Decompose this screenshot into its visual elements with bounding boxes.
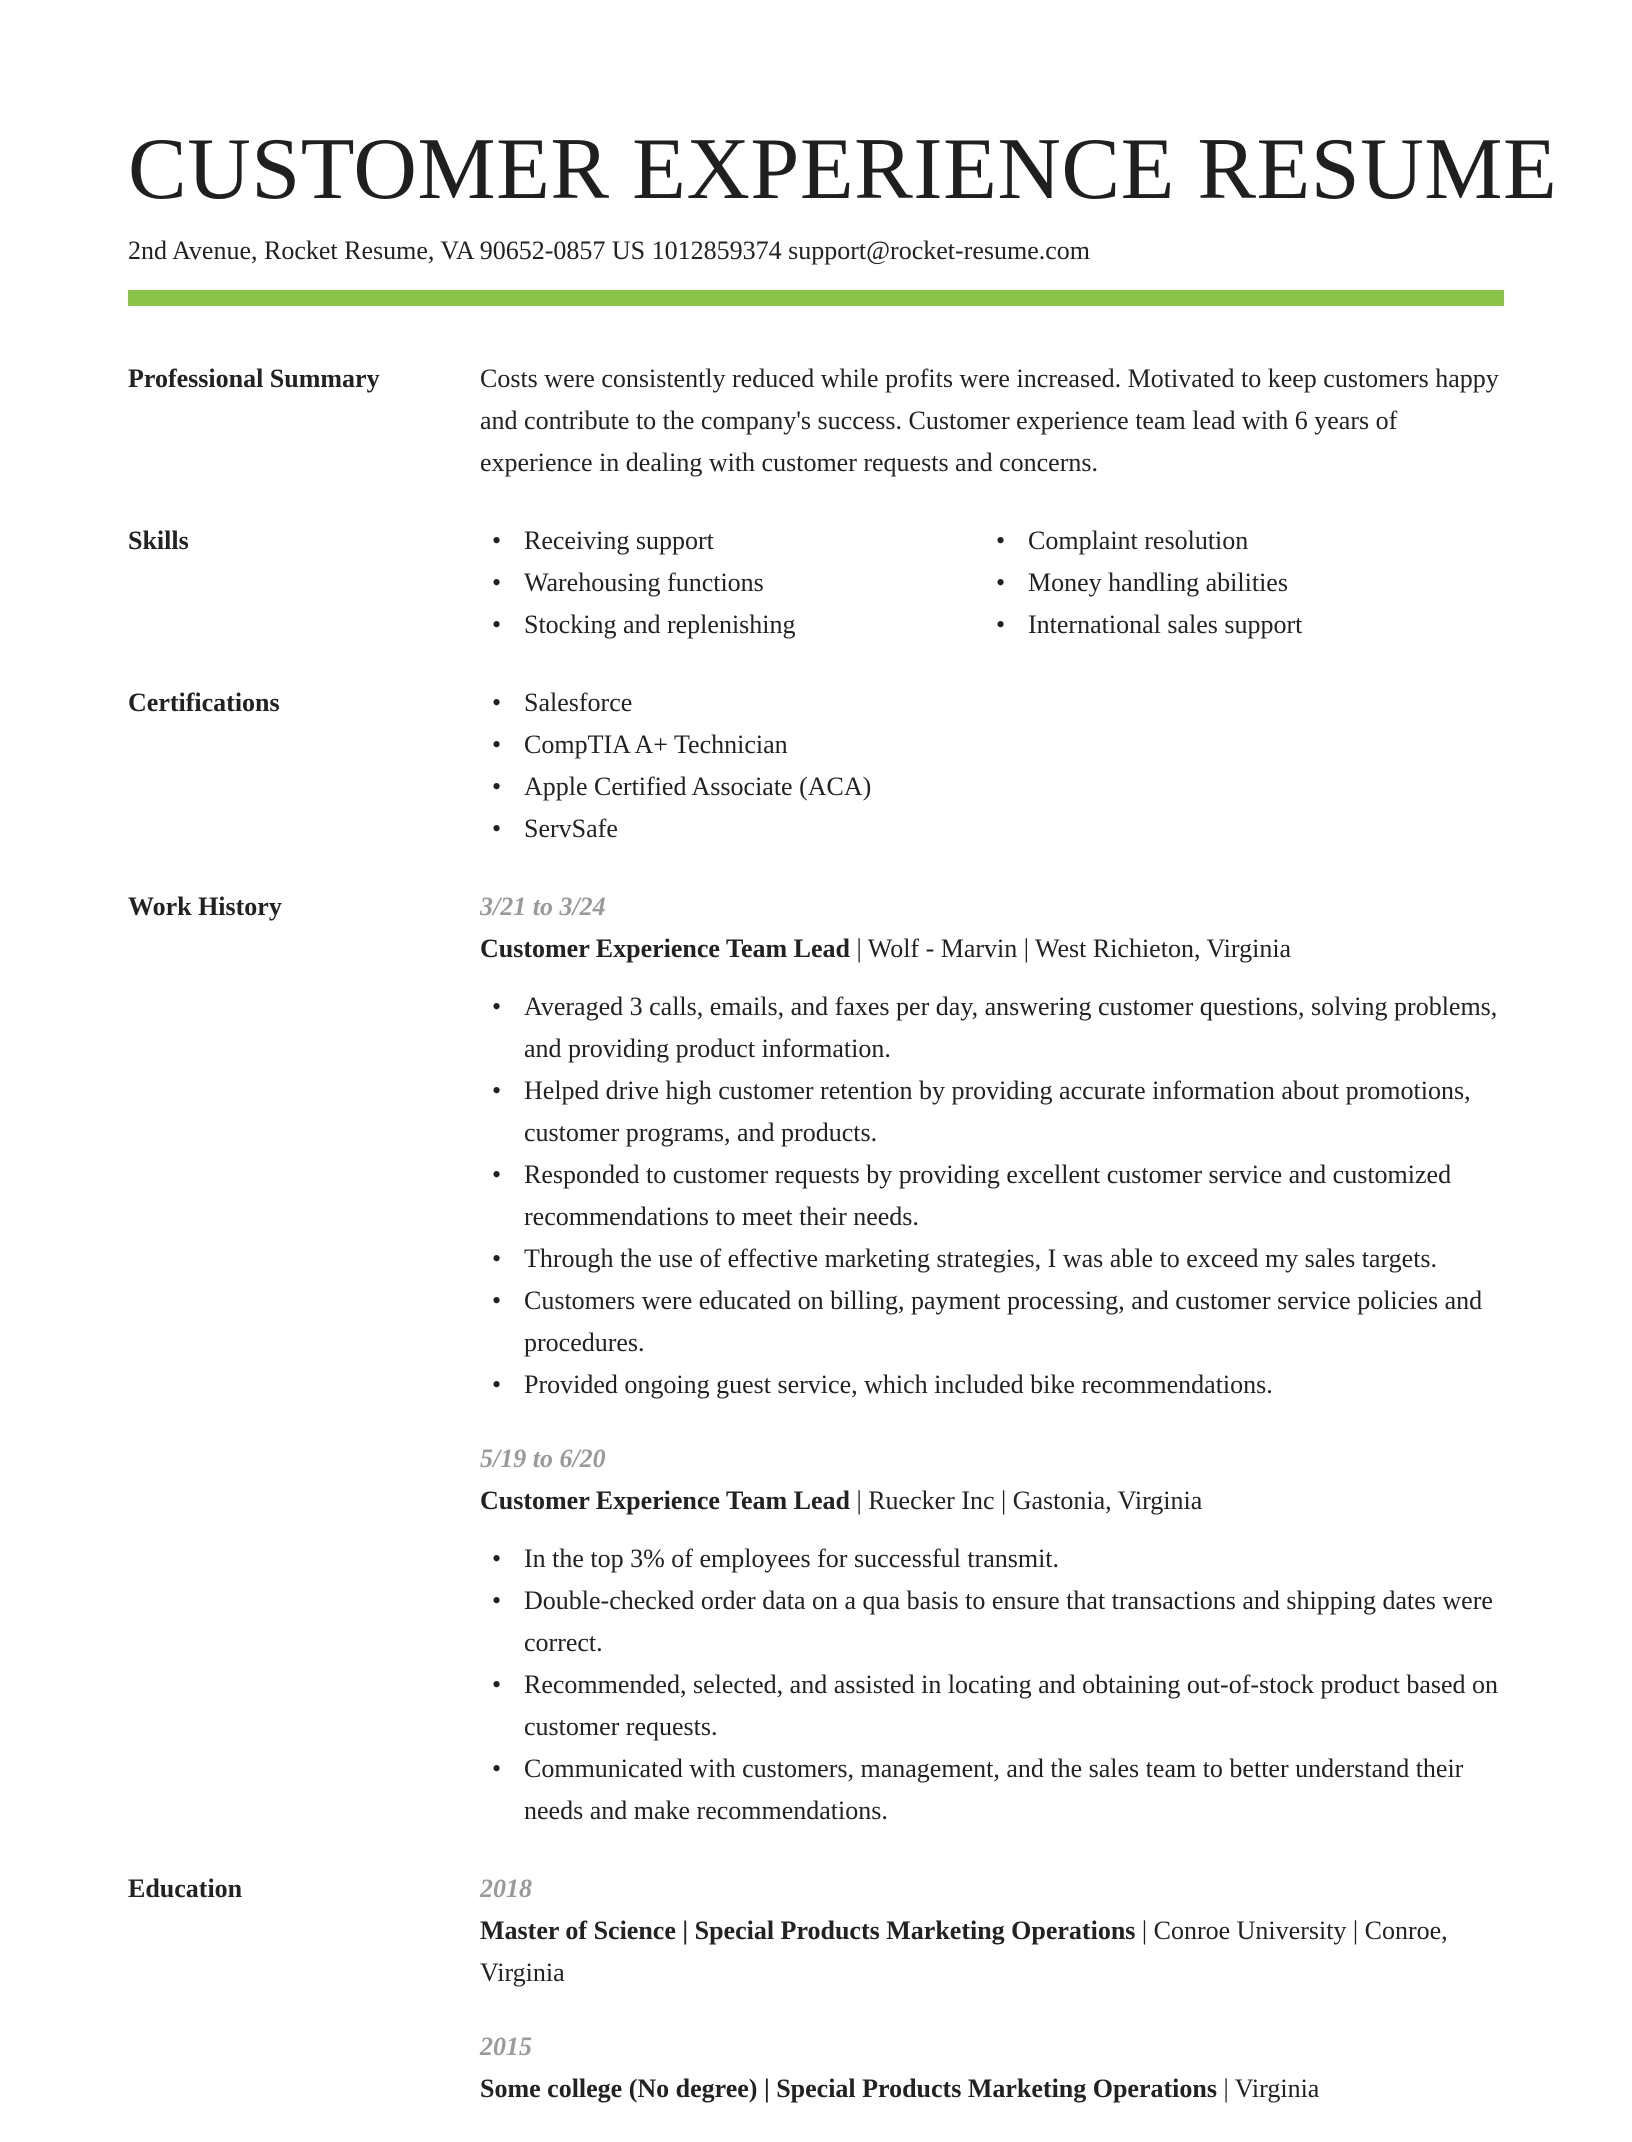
section-label-summary: Professional Summary <box>128 364 380 393</box>
education-degree: Master of Science | Special Products Marketing Operations <box>480 1916 1136 1945</box>
education-entry <box>480 2026 1504 2110</box>
job-bullet: • Communicated with customers, management, and the sales team to better understand their needs and make recommendations. <box>480 1748 1504 1832</box>
education-section <box>128 1868 1504 2142</box>
resume-page <box>128 118 1558 2142</box>
certification-item: • Salesforce <box>480 682 1504 724</box>
job-entry <box>480 886 1504 1406</box>
job-title: Customer Experience Team Lead <box>480 934 850 963</box>
job-title: Customer Experience Team Lead <box>480 1486 850 1515</box>
skills-section <box>128 520 1504 646</box>
job-bullet: • Provided ongoing guest service, which included bike recommendations. <box>480 1364 1504 1406</box>
job-dates: 3/21 to 3/24 <box>480 892 606 921</box>
job-bullet: • Responded to customer requests by providing excellent customer service and customized recommendations to meet their needs. <box>480 1154 1504 1238</box>
section-label-skills: Skills <box>128 526 189 555</box>
job-bullet: • Averaged 3 calls, emails, and faxes per day, answering customer questions, solving problems, and providing product information. <box>480 986 1504 1070</box>
section-label-education: Education <box>128 1874 243 1903</box>
job-employer-location: | Ruecker Inc | Gastonia, Virginia <box>850 1486 1203 1515</box>
job-bullet: • In the top 3% of employees for successful transmit. <box>480 1538 1504 1580</box>
education-year: 2015 <box>480 2032 532 2061</box>
job-entry <box>480 1438 1504 1832</box>
skill-item: • International sales support <box>984 604 1504 646</box>
skill-item: • Money handling abilities <box>984 562 1504 604</box>
certification-item: • Apple Certified Associate (ACA) <box>480 766 1504 808</box>
job-bullet: • Recommended, selected, and assisted in locating and obtaining out-of-stock product based on customer requests. <box>480 1664 1504 1748</box>
summary-text: Costs were consistently reduced while profits were increased. Motivated to keep customers happy and contribute to the company's success. Customer experience team lead with 6 years of experience in dealing with customer requests and concerns. <box>480 364 1499 477</box>
job-heading <box>480 928 1504 970</box>
certifications-section <box>128 682 1504 850</box>
certification-item: • CompTIA A+ Technician <box>480 724 1504 766</box>
skill-item: • Stocking and replenishing <box>480 604 984 646</box>
education-degree: Some college (No degree) | Special Products Marketing Operations <box>480 2074 1217 2103</box>
job-bullet: • Double-checked order data on a qua basis to ensure that transactions and shipping dates were correct. <box>480 1580 1504 1664</box>
work-history-section <box>128 886 1504 1832</box>
skill-item: • Receiving support <box>480 520 984 562</box>
job-bullets <box>480 1538 1504 1832</box>
job-dates: 5/19 to 6/20 <box>480 1444 606 1473</box>
summary-section <box>128 358 1504 484</box>
job-bullets <box>480 986 1504 1406</box>
job-employer-location: | Wolf - Marvin | West Richieton, Virginia <box>850 934 1292 963</box>
skills-column-2 <box>984 520 1504 646</box>
skill-item: • Complaint resolution <box>984 520 1504 562</box>
section-label-work-history: Work History <box>128 892 282 921</box>
certification-item: • ServSafe <box>480 808 1504 850</box>
job-bullet: • Customers were educated on billing, payment processing, and customer service policies and procedures. <box>480 1280 1504 1364</box>
education-heading <box>480 2068 1504 2110</box>
education-heading <box>480 1910 1504 1994</box>
job-heading <box>480 1480 1504 1522</box>
job-bullet: • Through the use of effective marketing strategies, I was able to exceed my sales targets. <box>480 1238 1504 1280</box>
education-entry <box>480 1868 1504 1994</box>
skills-column-1 <box>480 520 984 646</box>
education-school-location: | Virginia <box>1216 2074 1320 2103</box>
education-year: 2018 <box>480 1874 532 1903</box>
resume-title: CUSTOMER EXPERIENCE RESUME <box>128 121 1558 218</box>
section-label-certifications: Certifications <box>128 688 280 717</box>
contact-info: 2nd Avenue, Rocket Resume, VA 90652-0857 US 1012859374 support@rocket-resume.com <box>128 236 1090 265</box>
education-school-location: | Conroe University | Conroe, Virginia <box>480 1916 1448 1987</box>
certifications-list <box>480 682 1504 850</box>
accent-divider <box>128 290 1504 306</box>
skill-item: • Warehousing functions <box>480 562 984 604</box>
job-bullet: • Helped drive high customer retention by providing accurate information about promotions, customer programs, and products. <box>480 1070 1504 1154</box>
